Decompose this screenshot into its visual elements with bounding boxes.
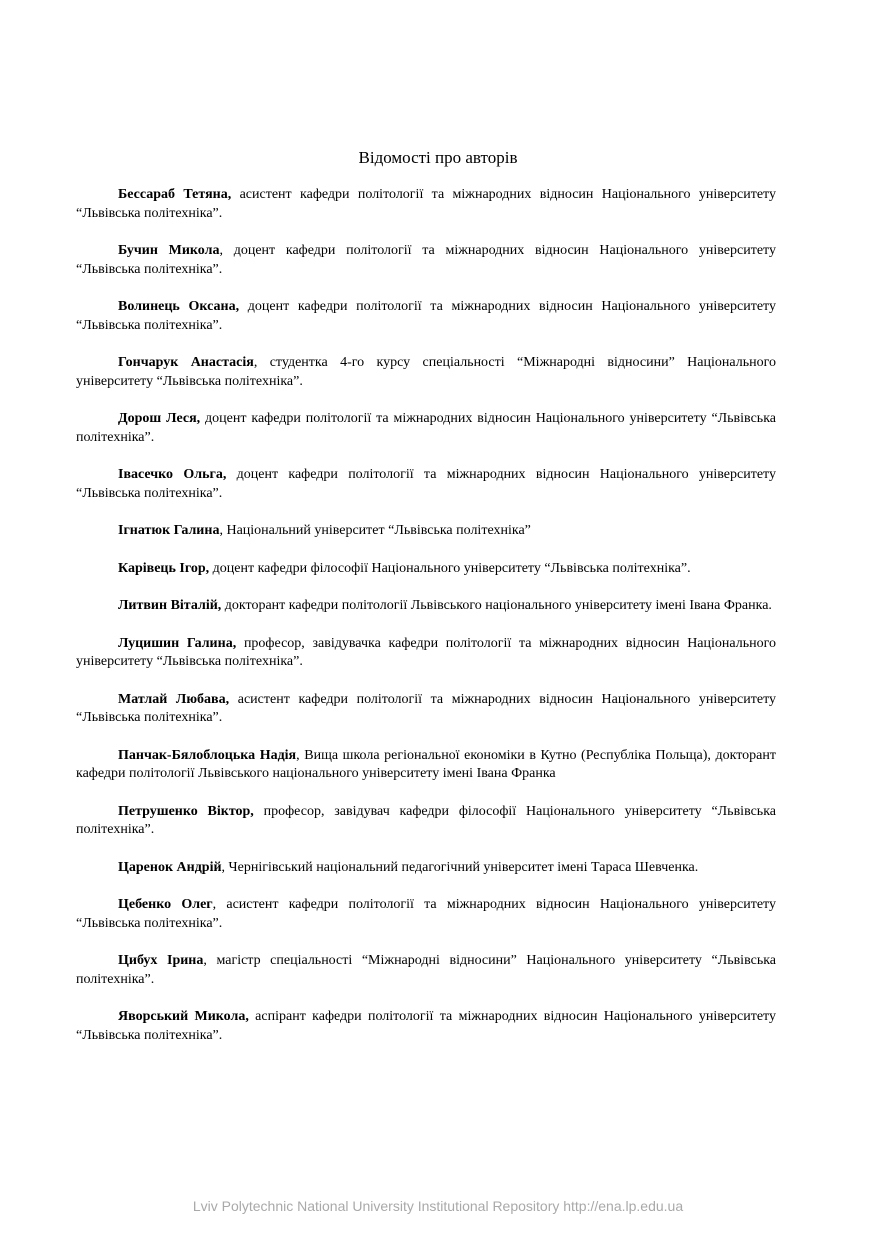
author-name: Дорош Леся, <box>118 411 201 426</box>
author-description: доцент кафедри політології та міжнародних відносин Національного університету “Львівська політехніка”. <box>76 299 776 333</box>
author-entry <box>76 896 776 933</box>
author-name: Матлай Любава, <box>118 691 230 707</box>
author-name: Цибух Ірина <box>118 953 204 968</box>
author-description: асистент кафедри політології та міжнародних відносин Національного університету “Львівська політехніка”. <box>76 691 777 725</box>
author-description: , доцент кафедри політології та міжнародних відносин Національного університету “Львівська політехніка”. <box>76 243 776 277</box>
author-name: Цебенко Олег <box>118 897 213 912</box>
author-description: доцент кафедри політології та міжнародних відносин Національного університету “Львівська політехніка”. <box>76 411 776 445</box>
author-description: , Чернігівський національний педагогічний університет імені Тараса Шевченка. <box>221 859 699 875</box>
author-name: Бучин Микола <box>118 243 220 258</box>
author-name: Карівець Ігор, <box>118 560 210 576</box>
author-entry <box>76 410 776 447</box>
author-description: , студентка 4-го курсу спеціальності “Міжнародні відносини” Національного університету “Львівська політехніка”. <box>76 355 776 389</box>
author-list <box>76 186 776 1064</box>
author-description: доцент кафедри політології та міжнародних відносин Національного університету “Львівська політехніка”. <box>76 467 776 501</box>
author-entry <box>76 691 776 728</box>
author-entry <box>76 560 776 579</box>
author-name: Петрушенко Віктор, <box>118 803 254 819</box>
author-description: доцент кафедри філософії Національного університету “Львівська політехніка”. <box>209 560 691 576</box>
author-description: асистент кафедри політології та міжнародних відносин Національного університету “Львівська політехніка”. <box>76 187 776 221</box>
author-name: Волинець Оксана, <box>118 299 240 314</box>
author-name: Ігнатюк Галина <box>118 523 220 538</box>
author-description: , Вища школа регіональної економіки в Кутно (Республіка Польща), докторант кафедри політології Львівського національного університету імені Івана Франка <box>76 747 776 781</box>
author-entry <box>76 747 776 784</box>
author-entry <box>76 466 776 503</box>
author-entry <box>76 597 776 616</box>
author-entry <box>76 522 776 541</box>
author-entry <box>76 186 776 223</box>
author-description: професор, завідувач кафедри філософії Національного університету “Львівська політехніка”. <box>76 803 776 837</box>
author-description: професор, завідувачка кафедри політології та міжнародних відносин Національного університету “Львівська політехніка”. <box>76 635 776 669</box>
author-entry <box>76 242 776 279</box>
author-name: Бессараб Тетяна, <box>118 187 232 202</box>
author-entry <box>76 298 776 335</box>
author-description: , Національний університет “Львівська політехніка” <box>219 523 531 538</box>
author-name: Луцишин Галина, <box>118 635 237 651</box>
author-name: Панчак-Бялоблоцька Надія <box>118 747 297 763</box>
author-name: Гончарук Анастасія <box>118 355 254 370</box>
author-entry <box>76 952 776 989</box>
author-name: Литвин Віталій, <box>118 598 222 613</box>
author-name: Царенок Андрій <box>118 859 222 875</box>
author-name: Яворський Микола, <box>118 1009 249 1024</box>
repository-footer: Lviv Polytechnic National University Institutional Repository http://ena.lp.edu.ua <box>192 1198 684 1214</box>
page-title: Відомості про авторів <box>358 148 518 167</box>
author-entry <box>76 1008 776 1045</box>
author-description: , асистент кафедри політології та міжнародних відносин Національного університету “Львівська політехніка”. <box>76 897 776 931</box>
author-entry <box>76 859 776 878</box>
author-entry <box>76 354 776 391</box>
author-name: Івасечко Ольга, <box>118 467 227 482</box>
author-description: , магістр спеціальності “Міжнародні відносини” Національного університету “Львівська політехніка”. <box>76 953 777 987</box>
author-entry <box>76 803 776 840</box>
author-entry <box>76 635 776 672</box>
author-description: докторант кафедри політології Львівського національного університету імені Івана Франка. <box>221 598 772 613</box>
author-description: аспірант кафедри політології та міжнародних відносин Національного університету “Львівська політехніка”. <box>76 1009 776 1043</box>
